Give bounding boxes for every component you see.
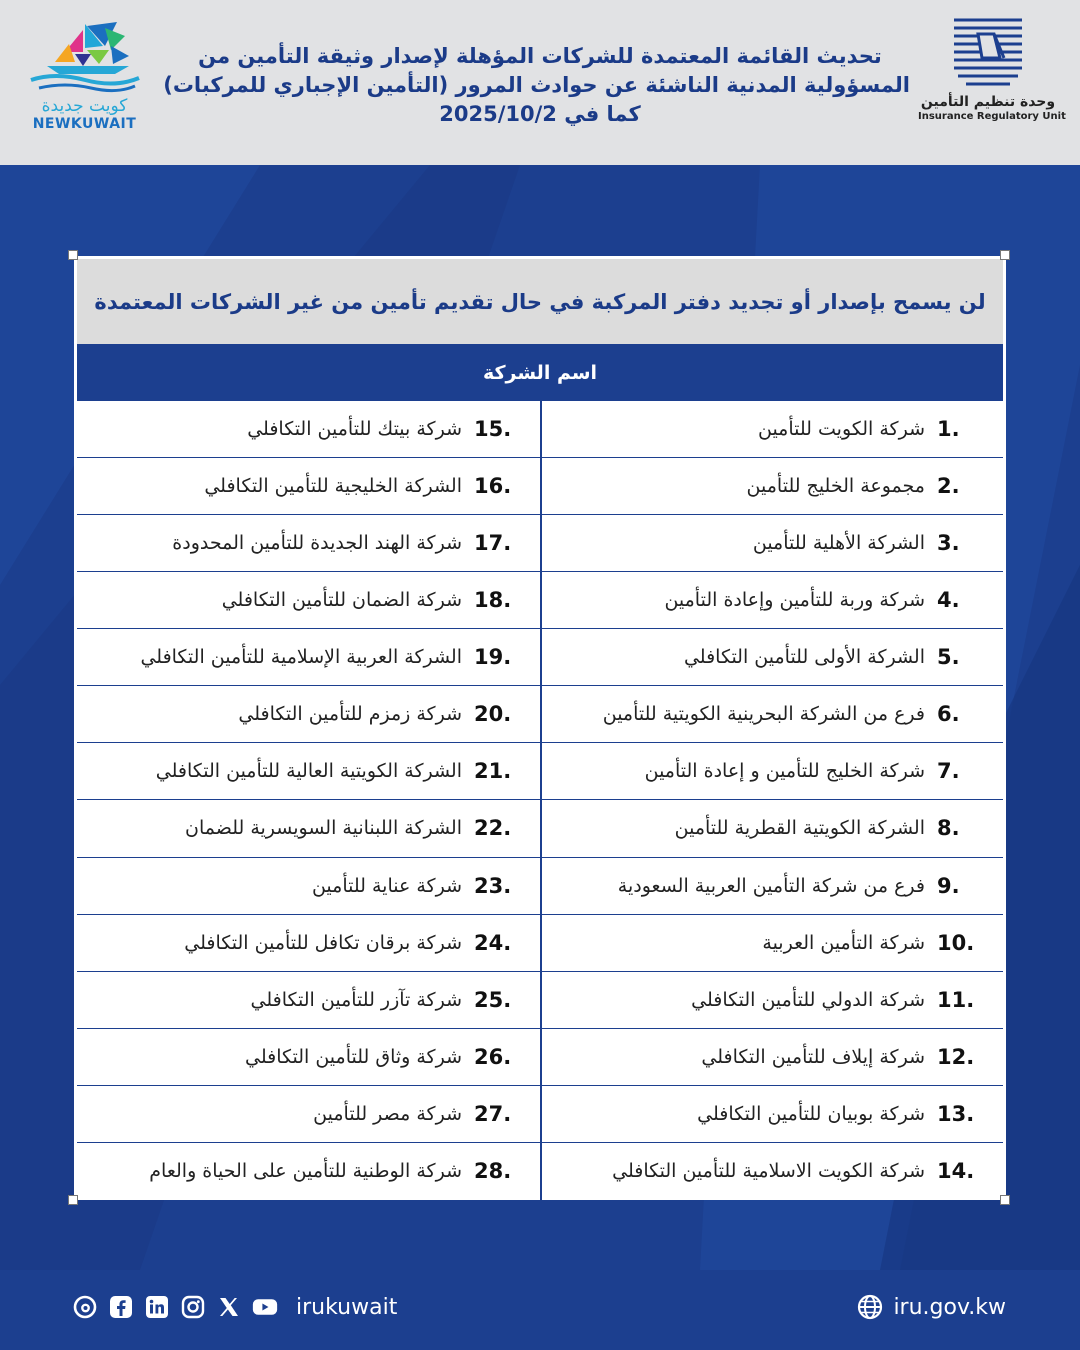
title-line-1: تحديث القائمة المعتمدة للشركات المؤهلة لإصدار وثيقة التأمين من (198, 44, 882, 68)
card-corner-handle (68, 1195, 78, 1205)
row-number: 7. (937, 759, 960, 784)
row-number: 25. (474, 987, 512, 1012)
row-number: 22. (474, 816, 512, 841)
row-number: 11. (937, 987, 975, 1012)
row-number: 9. (937, 873, 960, 898)
table-row (77, 401, 540, 458)
row-number: 27. (474, 1101, 512, 1126)
table-row (542, 401, 1003, 458)
company-name: شركة عناية للتأمين (311, 874, 462, 897)
row-number: 23. (474, 873, 512, 898)
card-corner-handle (1000, 250, 1010, 260)
instagram-icon[interactable] (180, 1294, 206, 1320)
table-row (542, 1029, 1003, 1086)
company-name: الشركة الكويتية القطرية للتأمين (674, 817, 925, 840)
company-name: الشركة الكويتية العالية للتأمين التكافلي (155, 760, 462, 783)
table-row (77, 515, 540, 572)
row-number: 21. (474, 759, 512, 784)
company-name: شركة الدولي للتأمين التكافلي (691, 988, 925, 1011)
company-name: الشركة الأهلية للتأمين (752, 532, 925, 555)
table-row (542, 915, 1003, 972)
row-number: 4. (937, 588, 960, 613)
row-number: 24. (474, 930, 512, 955)
table-row (77, 572, 540, 629)
row-number: 20. (474, 702, 512, 727)
new-kuwait-arabic-name: كويت جديدة (41, 96, 128, 116)
companies-card (74, 256, 1006, 1200)
row-number: 13. (937, 1101, 975, 1126)
card-corner-handle (68, 250, 78, 260)
company-name: شركة وثاق للتأمين التكافلي (244, 1045, 462, 1068)
company-name: الشركة الأولى للتأمين التكافلي (683, 646, 925, 669)
row-number: 17. (474, 531, 512, 556)
companies-column-right (540, 401, 1003, 1200)
row-number: 8. (937, 816, 960, 841)
company-name: شركة مصر للتأمين (313, 1102, 462, 1125)
row-number: 26. (474, 1044, 512, 1069)
iru-arabic-name: وحدة تنظيم التأمين (920, 94, 1056, 110)
row-number: 3. (937, 531, 960, 556)
table-row (77, 915, 540, 972)
company-name: شركة الخليج للتأمين و إعادة التأمين (644, 760, 925, 783)
row-number: 2. (937, 474, 960, 499)
company-name: شركة الهند الجديدة للتأمين المحدودة (172, 532, 462, 555)
table-row (542, 458, 1003, 515)
table-row (542, 515, 1003, 572)
row-number: 14. (937, 1159, 975, 1184)
iru-logo (918, 14, 1066, 138)
table-row (77, 458, 540, 515)
table-row (77, 1086, 540, 1143)
table-row (542, 572, 1003, 629)
row-number: 5. (937, 645, 960, 670)
row-number: 16. (474, 474, 512, 499)
row-number: 28. (474, 1159, 512, 1184)
new-kuwait-logo (22, 16, 147, 140)
table-row (77, 1029, 540, 1086)
new-kuwait-sail-icon (25, 16, 145, 94)
companies-column-left (77, 401, 540, 1200)
company-name: شركة الكويت الاسلامية للتأمين التكافلي (612, 1160, 925, 1183)
company-name: الشركة العربية الإسلامية للتأمين التكافلي (140, 646, 462, 669)
table-row (542, 686, 1003, 743)
table-row (77, 800, 540, 857)
companies-grid (77, 401, 1003, 1200)
table-row (542, 629, 1003, 686)
table-row (77, 686, 540, 743)
table-row (542, 972, 1003, 1029)
row-number: 10. (937, 930, 975, 955)
table-row (542, 800, 1003, 857)
row-number: 1. (937, 417, 960, 442)
company-name: الشركة الخليجية للتأمين التكافلي (204, 475, 462, 498)
table-row (542, 743, 1003, 800)
company-name: شركة بيتك للتأمين التكافلي (247, 418, 462, 441)
company-name: فرع من شركة التأمين العربية السعودية (617, 874, 925, 897)
company-name: شركة إيلاف للتأمين التكافلي (701, 1045, 925, 1068)
card-corner-handle (1000, 1195, 1010, 1205)
page-title (163, 42, 910, 129)
company-name: شركة بوبيان للتأمين التكافلي (697, 1102, 925, 1125)
row-number: 19. (474, 645, 512, 670)
threads-icon[interactable] (72, 1294, 98, 1320)
company-name: مجموعة الخليج للتأمين (746, 475, 925, 498)
column-header: اسم الشركة (77, 344, 1003, 401)
facebook-icon[interactable] (108, 1294, 134, 1320)
social-handle[interactable]: irukuwait (296, 1294, 398, 1320)
row-number: 18. (474, 588, 512, 613)
company-name: شركة زمزم للتأمين التكافلي (238, 703, 462, 726)
title-line-2: المسؤولية المدنية الناشئة عن حوادث المرور (التأمين الإجباري للمركبات) (163, 73, 910, 97)
x-icon[interactable] (216, 1294, 242, 1320)
company-name: الشركة اللبنانية السويسرية للضمان (185, 817, 462, 840)
title-line-3: كما في 2025/10/2 (439, 102, 641, 126)
website-url[interactable]: iru.gov.kw (893, 1294, 1006, 1320)
company-name: شركة التأمين العربية (762, 931, 925, 954)
table-row (77, 743, 540, 800)
row-number: 12. (937, 1044, 975, 1069)
company-name: شركة تآزر للتأمين التكافلي (250, 988, 462, 1011)
table-row (77, 1143, 540, 1200)
table-row (77, 972, 540, 1029)
table-row (77, 629, 540, 686)
table-row (542, 1086, 1003, 1143)
table-row (542, 858, 1003, 915)
row-number: 6. (937, 702, 960, 727)
row-number: 15. (474, 417, 512, 442)
company-name: شركة الضمان للتأمين التكافلي (221, 589, 462, 612)
social-links (72, 1294, 397, 1320)
iru-english-name: Insurance Regulatory Unit (918, 111, 1066, 122)
company-name: شركة الوطنية للتأمين على الحياة والعام (149, 1160, 462, 1183)
company-name: شركة الكويت للتأمين (757, 418, 925, 441)
table-row (77, 858, 540, 915)
table-row (542, 1143, 1003, 1200)
company-name: شركة برقان تكافل للتأمين التكافلي (184, 931, 462, 954)
company-name: فرع من الشركة البحرينية الكويتية للتأمين (602, 703, 925, 726)
new-kuwait-english-name: NEWKUWAIT (32, 116, 137, 132)
card-banner: لن يسمح بإصدار أو تجديد دفتر المركبة في حال تقديم تأمين من غير الشركات المعتمدة (77, 259, 1003, 344)
globe-icon (857, 1294, 883, 1320)
header-band (0, 0, 1080, 165)
iru-emblem-icon (948, 14, 1028, 92)
website-link[interactable] (857, 1294, 1006, 1320)
footer (0, 1280, 1080, 1340)
youtube-icon[interactable] (252, 1294, 278, 1320)
linkedin-icon[interactable] (144, 1294, 170, 1320)
company-name: شركة وربة للتأمين وإعادة التأمين (664, 589, 925, 612)
